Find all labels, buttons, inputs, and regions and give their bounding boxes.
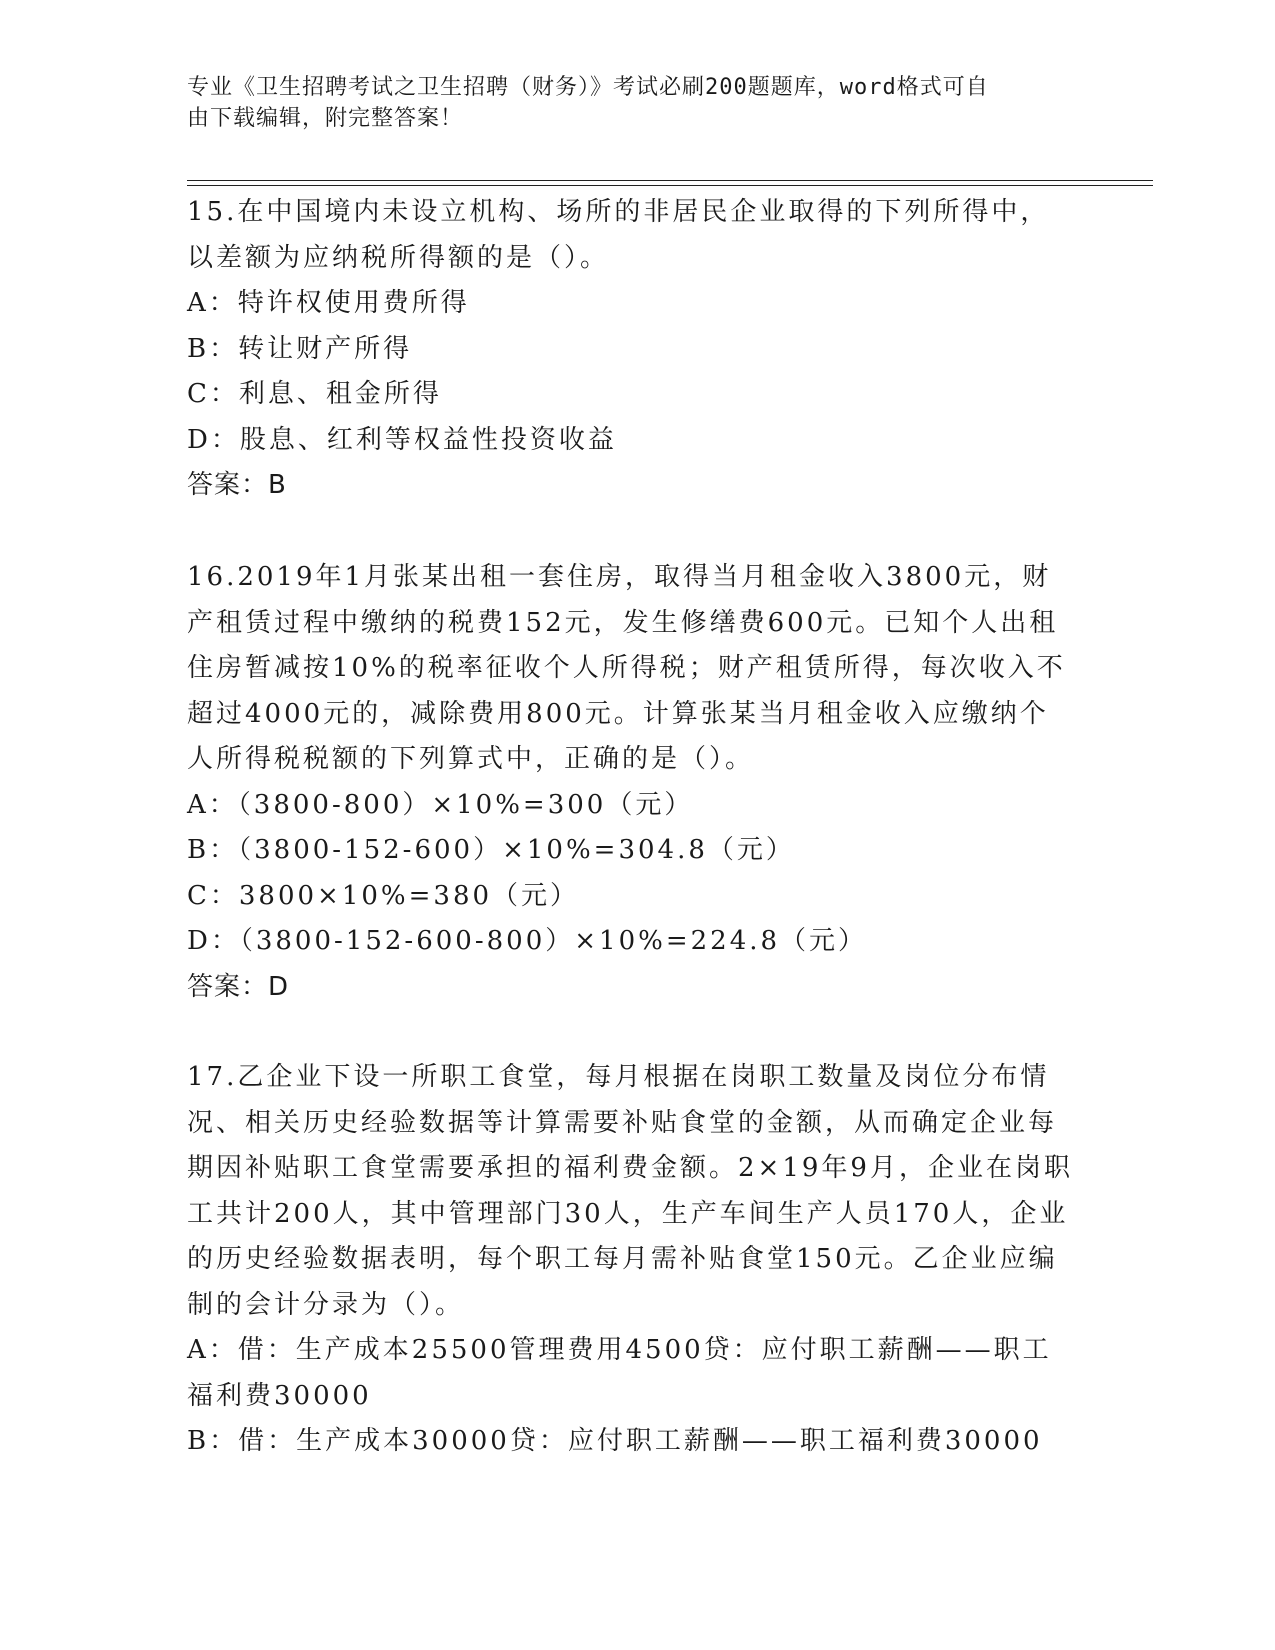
header-line-1: 专业《卫生招聘考试之卫生招聘（财务）》考试必刷200题题库，word格式可自: [187, 75, 989, 100]
question-stem: 15.在中国境内未设立机构、场所的非居民企业取得的下列所得中，以差额为应纳税所得额的是（）。: [187, 197, 1050, 273]
option-a: A：（3800-800）×10%=300（元）: [187, 789, 694, 820]
header-line-2: 由下载编辑，附完整答案！: [187, 106, 464, 131]
option-b: B：转让财产所得: [187, 333, 413, 364]
option-b: B：借：生产成本30000贷：应付职工薪酬——职工福利费30000: [187, 1426, 1043, 1456]
option-c: C：利息、租金所得: [187, 379, 442, 409]
header-divider-bottom: [187, 185, 1153, 186]
question-15: [187, 190, 1077, 509]
question-17: [187, 1055, 1077, 1465]
document-header: [187, 72, 1087, 134]
option-a: A：特许权使用费所得: [187, 288, 470, 318]
option-d: D：（3800-152-600-800）×10%=224.8（元）: [187, 926, 868, 956]
option-a: A：借：生产成本25500管理费用4500贷：应付职工薪酬——职工福利费30000: [187, 1335, 1052, 1411]
option-c: C：3800×10%=380（元）: [187, 880, 580, 911]
answer: 答案：D: [187, 971, 290, 1002]
question-stem: 17.乙企业下设一所职工食堂，每月根据在岗职工数量及岗位分布情况、相关历史经验数据等计算需要补贴食堂的金额，从而确定企业每期因补贴职工食堂需要承担的福利费金额。2×19年9月，企业在岗职工共计200人，其中管理部门30人，生产车间生产人员170人，企业的历史经验数据表明，每个职工每月需补贴食堂150元。乙企业应编制的会计分录为（）。: [187, 1062, 1073, 1320]
option-b: B：（3800-152-600）×10%=304.8（元）: [187, 835, 795, 865]
header-divider-top: [187, 180, 1153, 181]
option-d: D：股息、红利等权益性投资收益: [187, 424, 617, 455]
answer: 答案：B: [187, 470, 287, 500]
question-stem: 16.2019年1月张某出租一套住房，取得当月租金收入3800元，财产租赁过程中缴纳的税费152元，发生修缮费600元。已知个人出租住房暂减按10%的税率征收个人所得税；财产租赁所得，每次收入不超过4000元的，减除费用800元。计算张某当月租金收入应缴纳个人所得税税额的下列算式中，正确的是（）。: [187, 562, 1066, 774]
question-16: [187, 555, 1077, 1010]
